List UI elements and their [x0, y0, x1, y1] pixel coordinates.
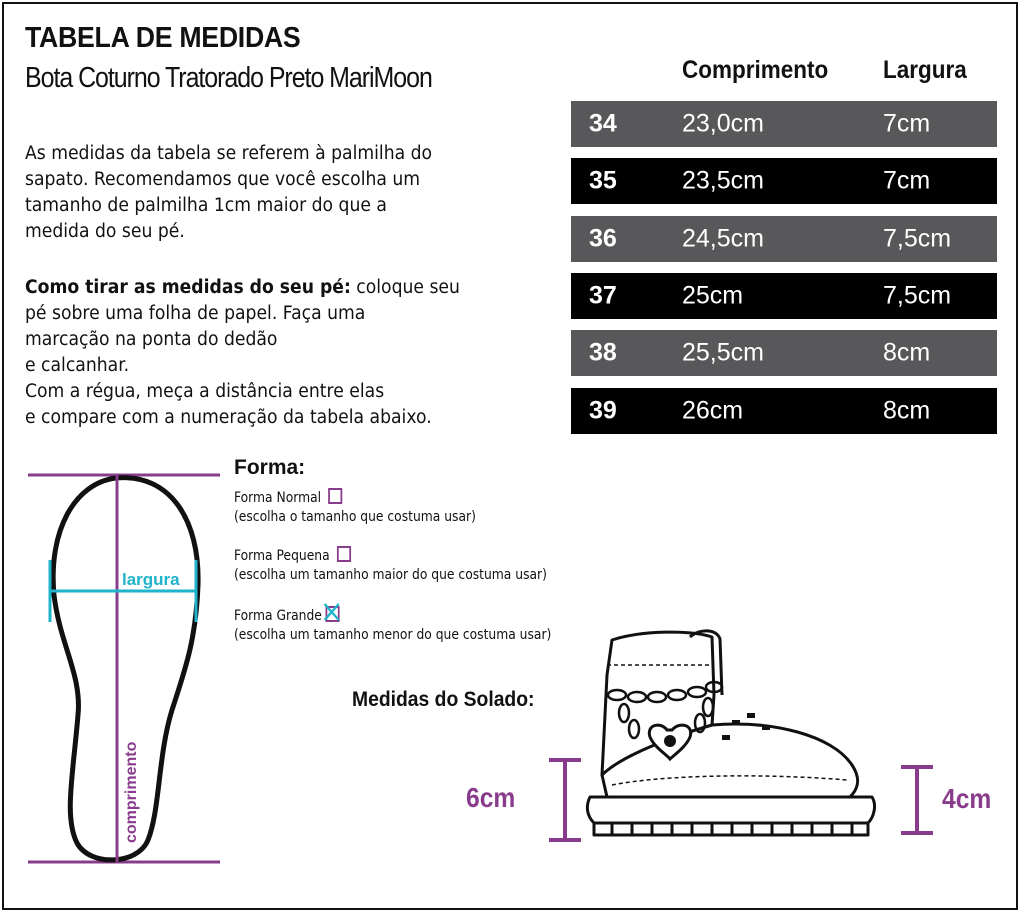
size-cell: 37: [589, 281, 617, 310]
forma-option-hint: (escolha um tamanho menor do que costuma usar): [234, 627, 552, 643]
size-cell: 34: [589, 109, 617, 138]
forma-title: Forma:: [234, 456, 306, 479]
length-cell: 23,0cm: [682, 109, 764, 138]
table-row: [571, 388, 997, 434]
table-row: [571, 273, 997, 319]
width-cell: 7,5cm: [883, 281, 952, 310]
how-to-lead: Como tirar as medidas do seu pé:: [25, 277, 351, 298]
forma-option-label: Forma Normal: [234, 490, 322, 506]
column-header-width: Largura: [883, 56, 967, 84]
forma-option-hint: (escolha o tamanho que costuma usar): [234, 509, 476, 525]
size-cell: 36: [589, 224, 617, 253]
table-row: [571, 216, 997, 262]
how-to-paragraph: [25, 275, 460, 431]
width-cell: 7cm: [883, 166, 931, 195]
table-row: [571, 101, 997, 147]
forma-option-hint: (escolha um tamanho maior do que costuma usar): [234, 567, 547, 583]
length-cell: 23,5cm: [682, 166, 764, 195]
product-name: Bota Coturno Tratorado Preto MariMoon: [25, 62, 432, 94]
boot-illustration-icon: [582, 625, 882, 845]
insole-diagram: [20, 465, 260, 895]
size-cell: 38: [589, 338, 617, 367]
forma-small-checkbox[interactable]: [337, 546, 351, 562]
heel-height-bracket: [545, 755, 585, 845]
width-cell: 7,5cm: [883, 224, 952, 253]
width-label: largura: [122, 570, 180, 589]
page-title: TABELA DE MEDIDAS: [25, 22, 301, 54]
forma-option-label: Forma Pequena: [234, 548, 330, 564]
length-cell: 25cm: [682, 281, 744, 310]
forma-option-small: [234, 546, 547, 585]
front-height-label: 4cm: [942, 783, 992, 814]
forma-normal-checkbox[interactable]: [328, 488, 342, 504]
checked-x-icon: [324, 603, 340, 621]
front-height-bracket: [897, 762, 937, 838]
forma-option-large: [234, 606, 551, 645]
width-cell: 8cm: [883, 396, 931, 425]
column-header-length: Comprimento: [682, 56, 829, 84]
table-row: [571, 330, 997, 376]
width-cell: 7cm: [883, 109, 931, 138]
length-cell: 26cm: [682, 396, 744, 425]
forma-option-normal: [234, 488, 476, 527]
size-cell: 39: [589, 396, 617, 425]
length-cell: 24,5cm: [682, 224, 764, 253]
how-to-text: coloque seu pé sobre uma folha de papel. Faça uma marcação na ponta do dedão e calcanhar. Com a régua, meça a distância entre elas e compare com a numeração da tabela abaixo.: [25, 277, 460, 428]
sole-title: Medidas do Solado:: [352, 688, 535, 711]
width-cell: 8cm: [883, 338, 931, 367]
intro-paragraph: As medidas da tabela se referem à palmilha do sapato. Recomendamos que você escolha um tamanho de palmilha 1cm maior do que a medida do seu pé.: [25, 143, 433, 242]
table-row: [571, 158, 997, 204]
forma-large-checkbox[interactable]: [325, 606, 339, 622]
size-cell: 35: [589, 166, 617, 195]
heel-height-label: 6cm: [466, 782, 516, 813]
length-cell: 25,5cm: [682, 338, 764, 367]
length-label: comprimento: [123, 741, 140, 843]
forma-option-label: Forma Grande: [234, 608, 322, 624]
